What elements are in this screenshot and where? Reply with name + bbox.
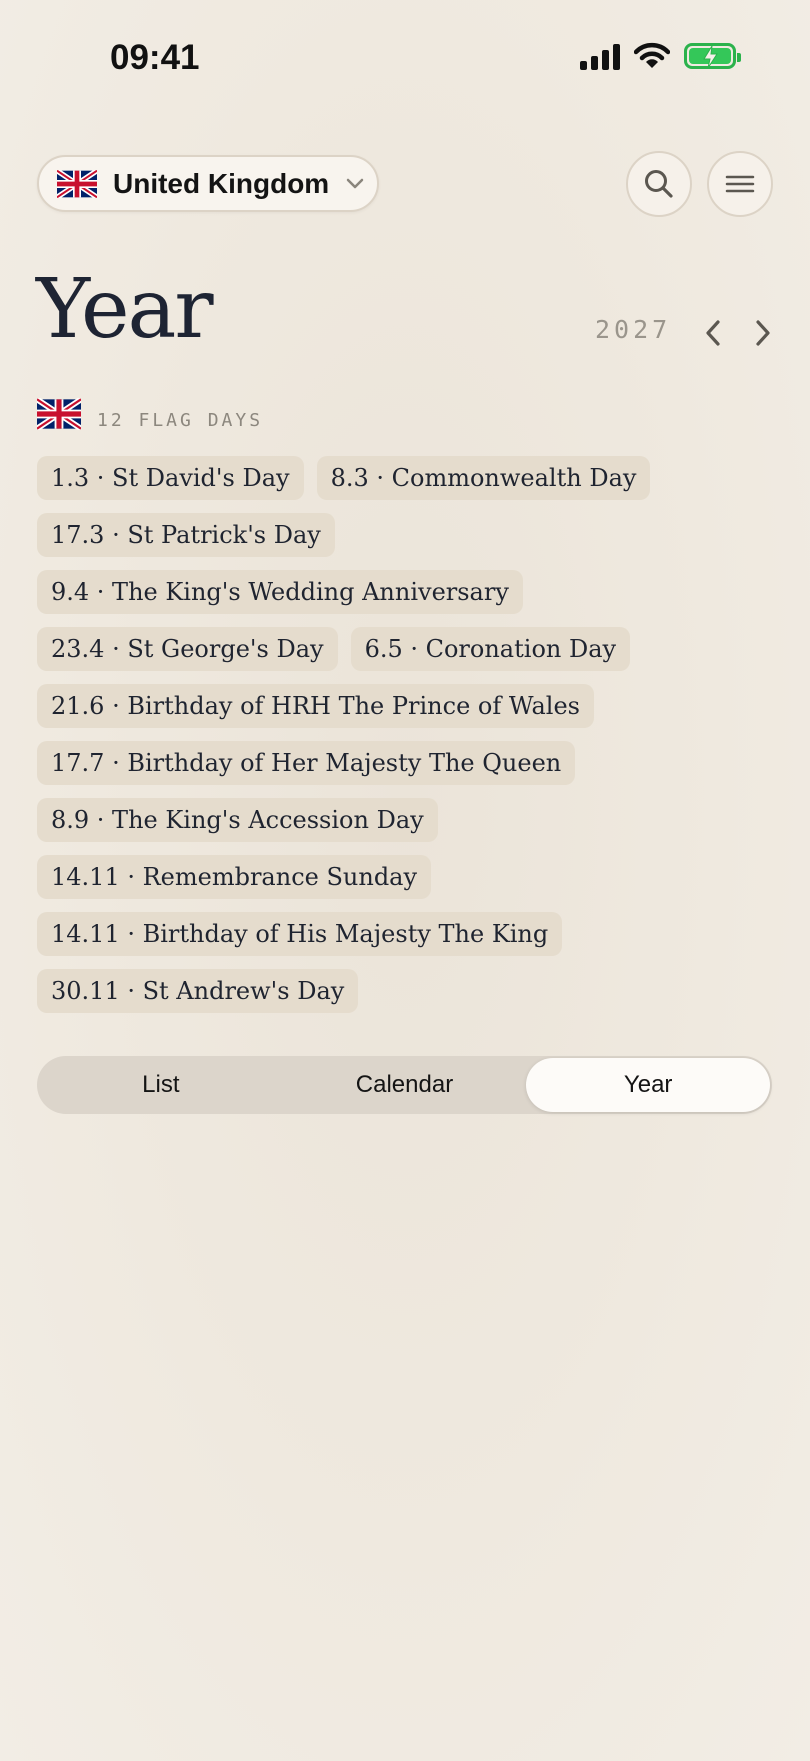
flag-day-chip[interactable]: 14.11 · Birthday of His Majesty The King bbox=[37, 912, 562, 956]
flag-day-chip[interactable]: 8.9 · The King's Accession Day bbox=[37, 798, 438, 842]
status-icons bbox=[580, 42, 736, 70]
uk-flag-icon bbox=[37, 398, 81, 430]
flag-day-chip[interactable]: 1.3 · St David's Day bbox=[37, 456, 304, 500]
chevron-left-icon bbox=[704, 319, 722, 347]
flag-day-chip[interactable]: 17.3 · St Patrick's Day bbox=[37, 513, 335, 557]
flag-days-list bbox=[37, 456, 777, 1013]
country-selector[interactable] bbox=[37, 155, 379, 212]
search-icon bbox=[643, 168, 675, 200]
flag-day-chip[interactable]: 6.5 · Coronation Day bbox=[351, 627, 631, 671]
chevron-down-icon bbox=[345, 177, 365, 191]
tab-calendar[interactable]: Calendar bbox=[355, 1071, 454, 1098]
uk-flag-icon bbox=[57, 170, 97, 198]
flag-day-chip[interactable]: 9.4 · The King's Wedding Anniversary bbox=[37, 570, 523, 614]
flag-day-chip[interactable]: 17.7 · Birthday of Her Majesty The Queen bbox=[37, 741, 575, 785]
flag-day-chip[interactable]: 14.11 · Remembrance Sunday bbox=[37, 855, 431, 899]
menu-icon bbox=[725, 173, 755, 195]
tab-list[interactable]: List bbox=[142, 1071, 180, 1098]
chevron-right-icon bbox=[754, 319, 772, 347]
next-year-button[interactable] bbox=[748, 318, 778, 348]
country-name: United Kingdom bbox=[113, 167, 330, 199]
year-value: 2027 bbox=[595, 315, 672, 344]
flag-day-chip[interactable]: 30.11 · St Andrew's Day bbox=[37, 969, 358, 1013]
country-section-header bbox=[37, 396, 263, 431]
battery-icon bbox=[684, 43, 736, 69]
tab-year[interactable]: Year bbox=[526, 1058, 770, 1112]
flag-day-chip[interactable]: 21.6 · Birthday of HRH The Prince of Wales bbox=[37, 684, 594, 728]
previous-year-button[interactable] bbox=[698, 318, 728, 348]
search-button[interactable] bbox=[626, 151, 692, 217]
view-mode-segmented-control bbox=[37, 1056, 772, 1114]
menu-button[interactable] bbox=[707, 151, 773, 217]
flag-day-chip[interactable]: 23.4 · St George's Day bbox=[37, 627, 338, 671]
wifi-icon bbox=[634, 42, 670, 70]
cellular-signal-icon bbox=[580, 42, 620, 70]
status-time: 09:41 bbox=[110, 38, 200, 77]
page-title: Year bbox=[36, 262, 212, 357]
flag-days-count: 12 FLAG DAYS bbox=[97, 410, 264, 431]
flag-day-chip[interactable]: 8.3 · Commonwealth Day bbox=[317, 456, 651, 500]
status-bar bbox=[0, 0, 810, 120]
